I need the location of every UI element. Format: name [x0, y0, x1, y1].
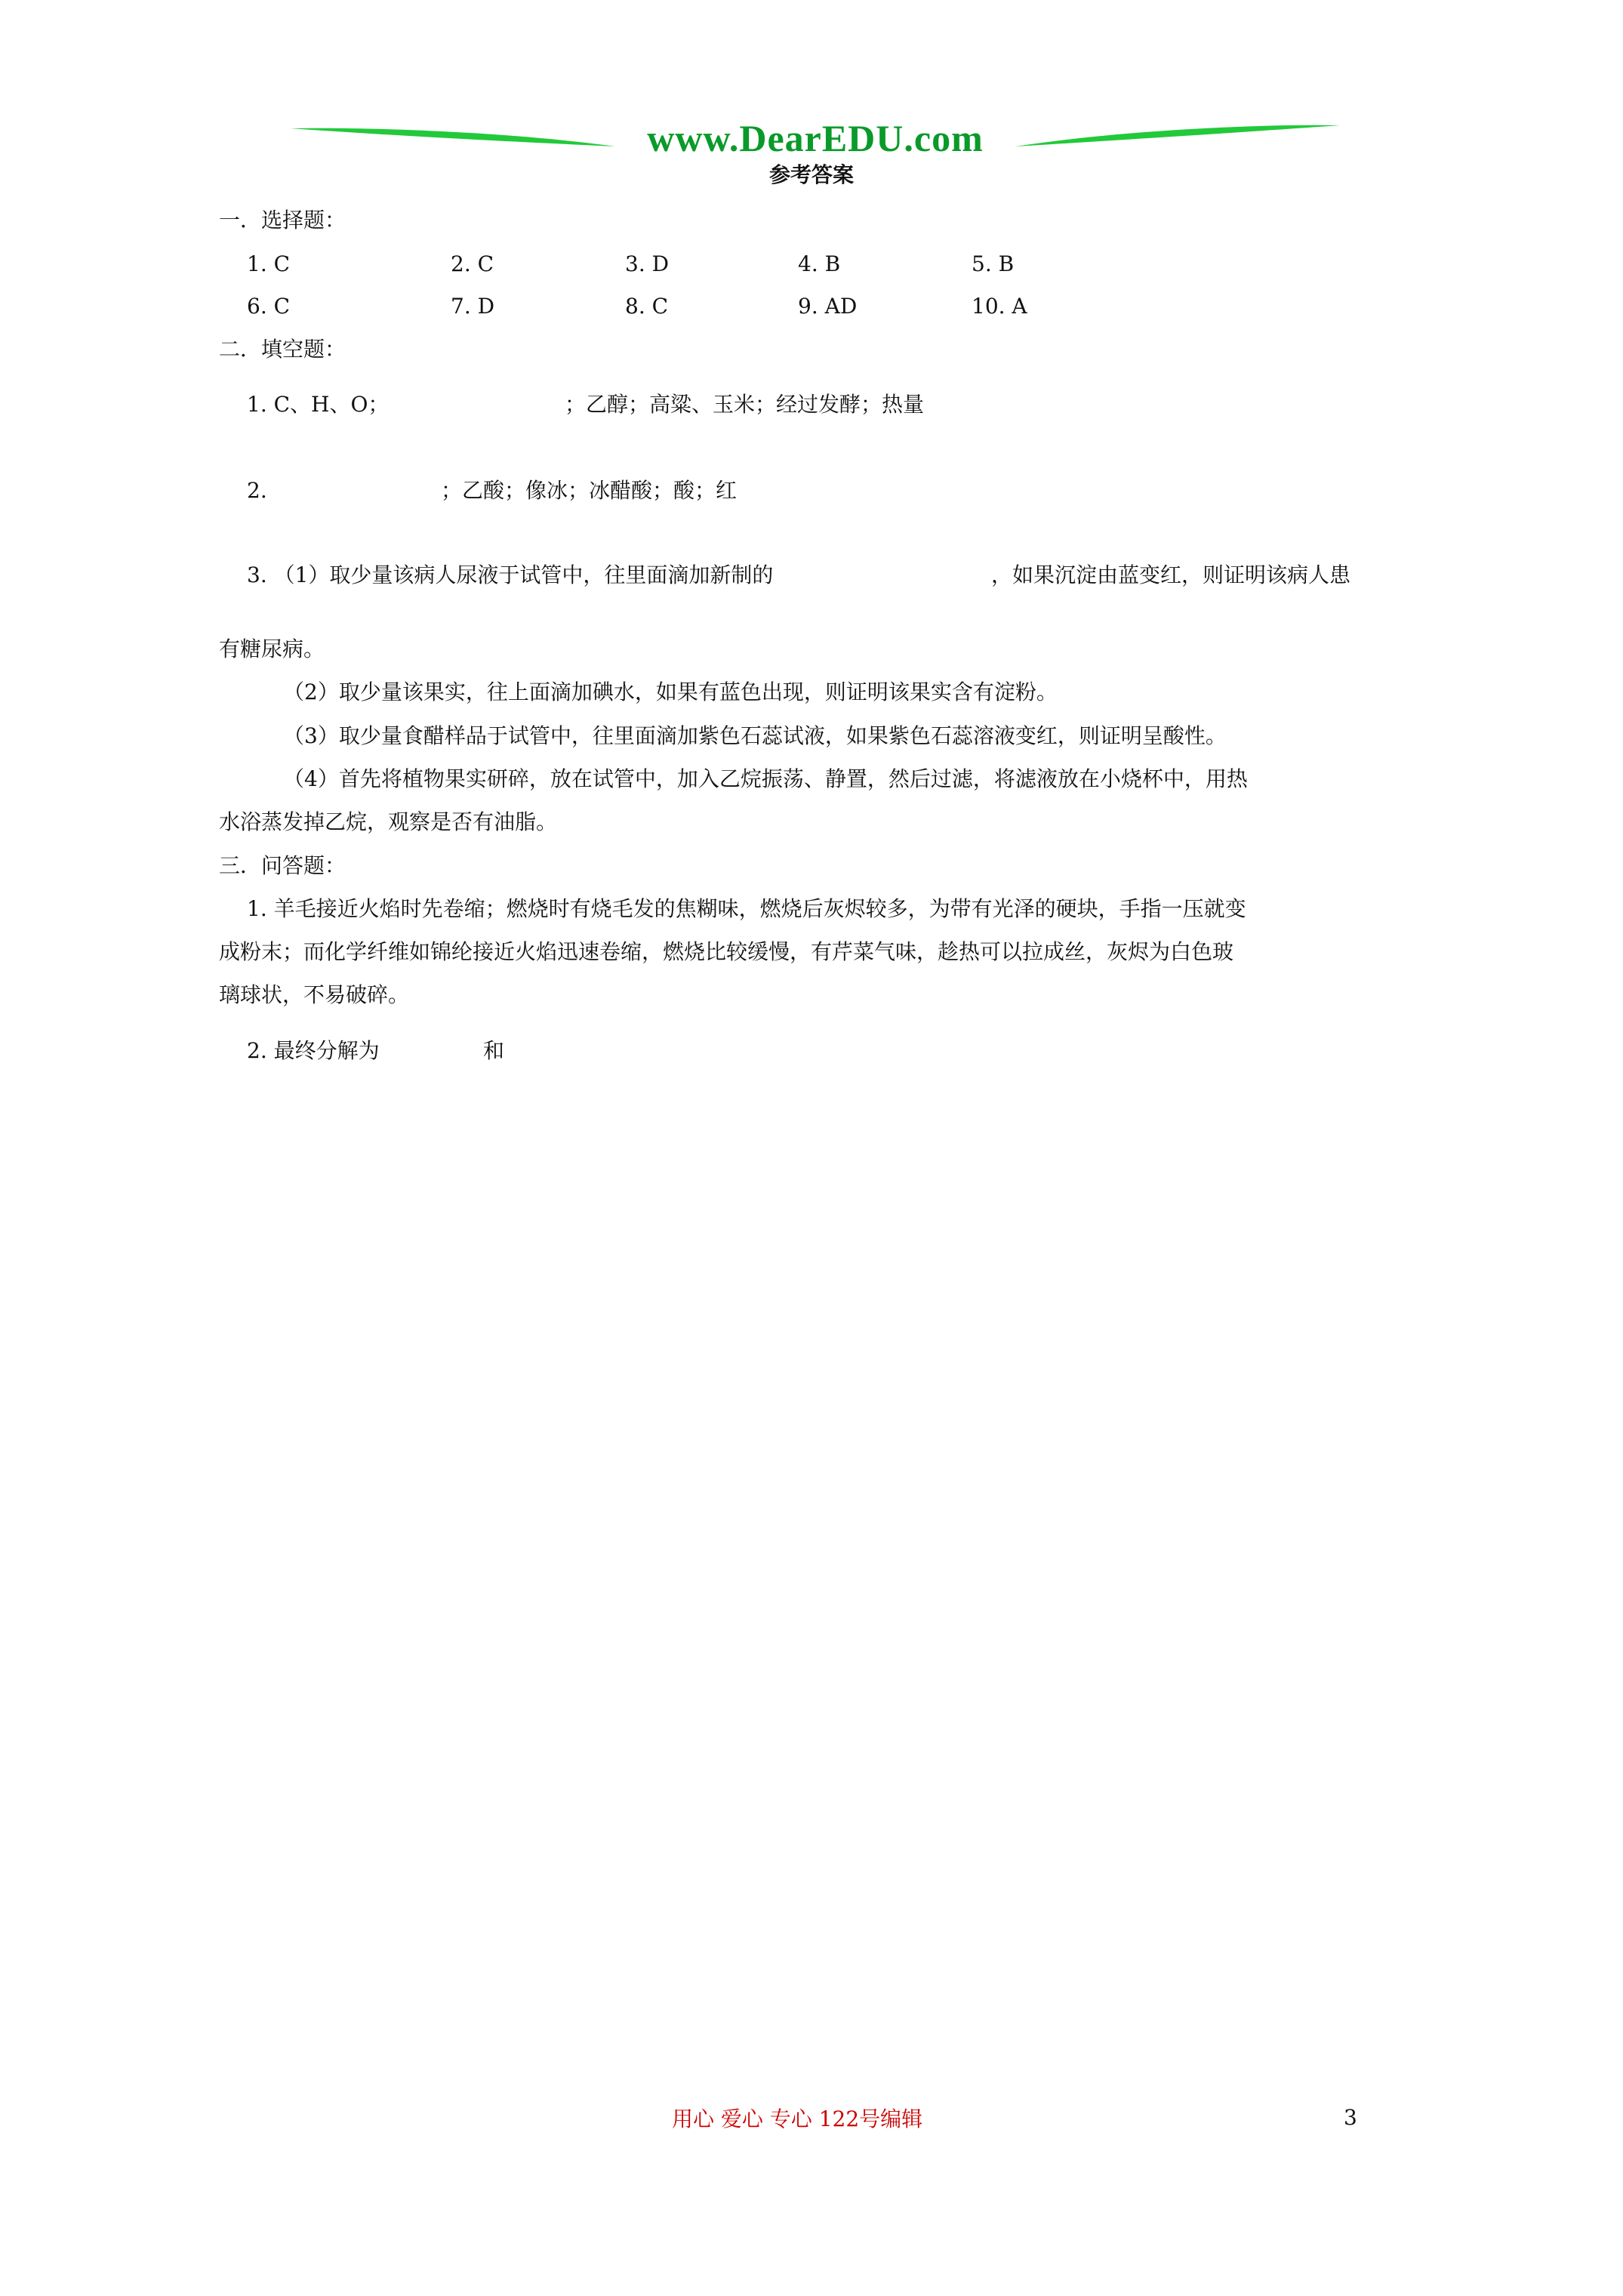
choice-answer: 1. C: [247, 251, 291, 276]
fill-q3-part2: （2）取少量该果实，往上面滴加碘水，如果有蓝色出现，则证明该果实含有淀粉。: [283, 680, 1058, 704]
choice-answer: 8. C: [625, 294, 669, 319]
choice-answer: 3. D: [625, 251, 670, 276]
choice-answer: 10. A: [972, 294, 1027, 319]
choice-answer: 2. C: [451, 251, 494, 276]
qa-q1-line3: 璃球状，不易破碎。: [219, 982, 410, 1007]
fill-q3-part4-line2: 水浴蒸发掉乙烷，观察是否有油脂。: [219, 809, 558, 834]
choice-answer: 7. D: [451, 294, 495, 319]
choice-answer: 5. B: [972, 251, 1015, 276]
fill-q3-part1-suffix: ，如果沉淀由蓝变红，则证明该病人患: [991, 562, 1351, 587]
section-fill-heading: 二．填空题：: [219, 337, 346, 362]
fill-q3-part1-prefix: 3. （1）取少量该病人尿液于试管中，往里面滴加新制的: [247, 562, 774, 587]
qa-q2-prefix: 2. 最终分解为: [247, 1038, 380, 1063]
page-number: 3: [1344, 2105, 1357, 2130]
choice-answer: 9. AD: [798, 294, 858, 319]
site-logo: [291, 113, 1340, 159]
page-title: 参考答案: [768, 162, 854, 187]
footer-note: 用心 爱心 专心 122号编辑: [672, 2106, 923, 2131]
fill-q2-prefix: 2.: [247, 478, 267, 503]
logo-text: www.DearEDU.com: [647, 117, 984, 159]
fill-q1-suffix: ；乙醇；高粱、玉米；经过发酵；热量: [565, 392, 925, 417]
fill-q3-part3: （3）取少量食醋样品于试管中，往里面滴加紫色石蕊试液，如果紫色石蕊溶液变红，则证明呈酸性。: [283, 723, 1227, 748]
section-qa-heading: 三．问答题：: [219, 853, 346, 878]
fill-q3-part4-line1: （4）首先将植物果实研碎，放在试管中，加入乙烷振荡、静置，然后过滤，将滤液放在小烧杯中，用热: [283, 766, 1248, 791]
qa-q1-line1: 1. 羊毛接近火焰时先卷缩；燃烧时有烧毛发的焦糊味，燃烧后灰烬较多，为带有光泽的硬块，手指一压就变: [247, 896, 1246, 921]
section-choice-heading: 一．选择题：: [219, 208, 346, 233]
qa-q1-line2: 成粉末；而化学纤维如锦纶接近火焰迅速卷缩，燃烧比较缓慢，有芹菜气味，趁热可以拉成丝，灰烬为白色玻: [219, 939, 1234, 964]
qa-q2-mid: 和: [483, 1038, 505, 1063]
choice-answer: 6. C: [247, 294, 291, 319]
choice-answer: 4. B: [798, 251, 841, 276]
fill-q2-suffix: ；乙酸；像冰；冰醋酸；酸；红: [441, 478, 738, 503]
fill-q1-prefix: 1. C、H、O；: [247, 392, 390, 417]
fill-q3-part1-cont: 有糖尿病。: [219, 636, 325, 661]
